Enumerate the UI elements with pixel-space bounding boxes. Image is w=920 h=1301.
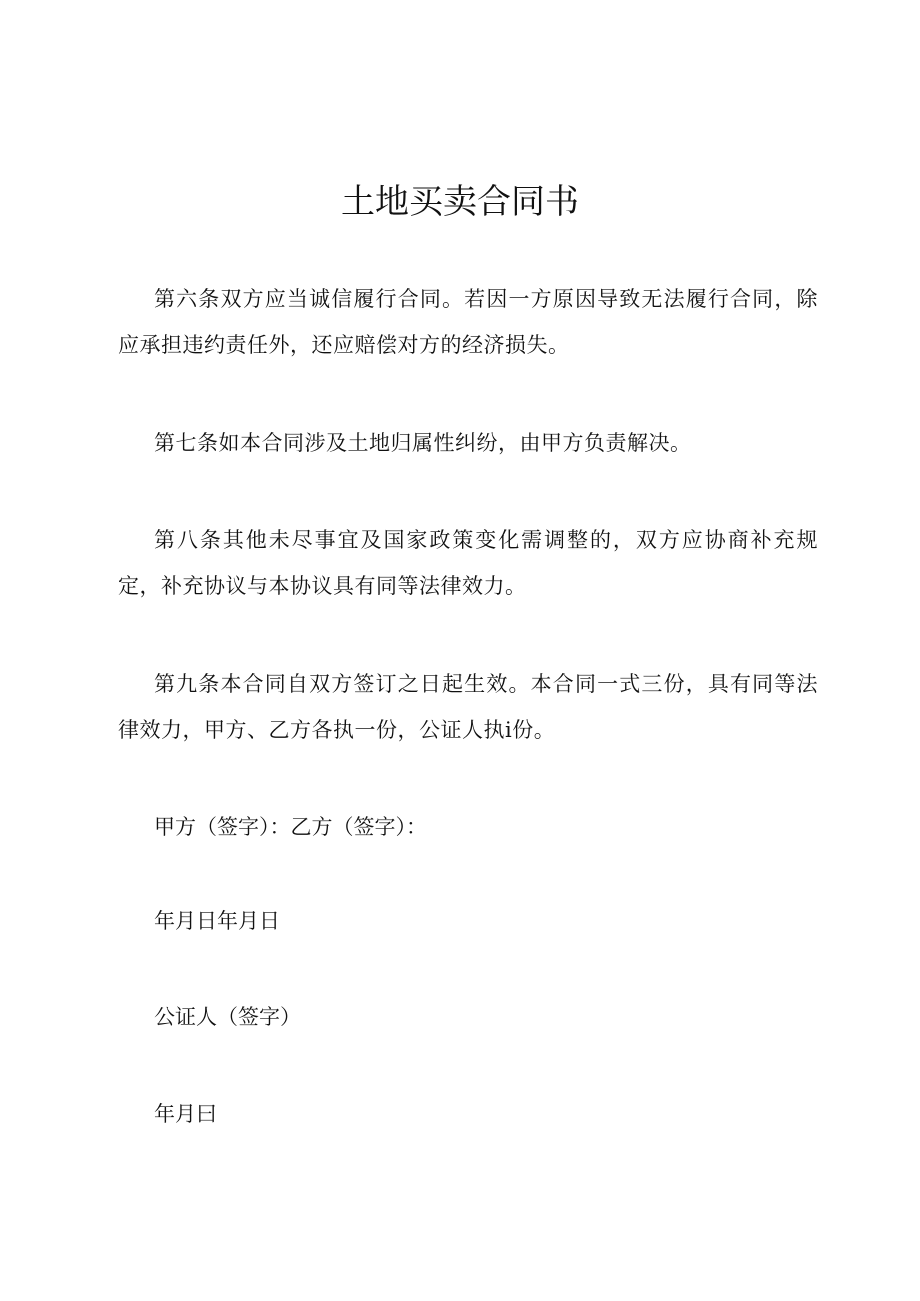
- notary-date-line: 年月曰: [154, 1102, 217, 1126]
- article-seven: 第七条如本合同涉及土地归属性纠纷，由甲方负责解决。: [154, 431, 692, 455]
- notary-signature-line: 公证人（签字）: [154, 1005, 301, 1029]
- party-signature-line: 甲方（签字）：乙方（签字）：: [154, 815, 427, 839]
- document-title: 土地买卖合同书: [341, 182, 579, 222]
- article-eight: 第八条其他未尽事宜及国家政策变化需调整的，双方应协商补充规定，补充协议与本协议具有同等法律效力。: [118, 528, 818, 598]
- article-nine: 第九条本合同自双方签订之日起生效。本合同一式三份，具有同等法律效力，甲方、乙方各执一份，公证人执i份。: [118, 672, 818, 742]
- article-six: 第六条双方应当诚信履行合同。若因一方原因导致无法履行合同，除应承担违约责任外，还应赔偿对方的经济损失。: [118, 287, 818, 357]
- party-date-line: 年月日年月日: [154, 909, 280, 933]
